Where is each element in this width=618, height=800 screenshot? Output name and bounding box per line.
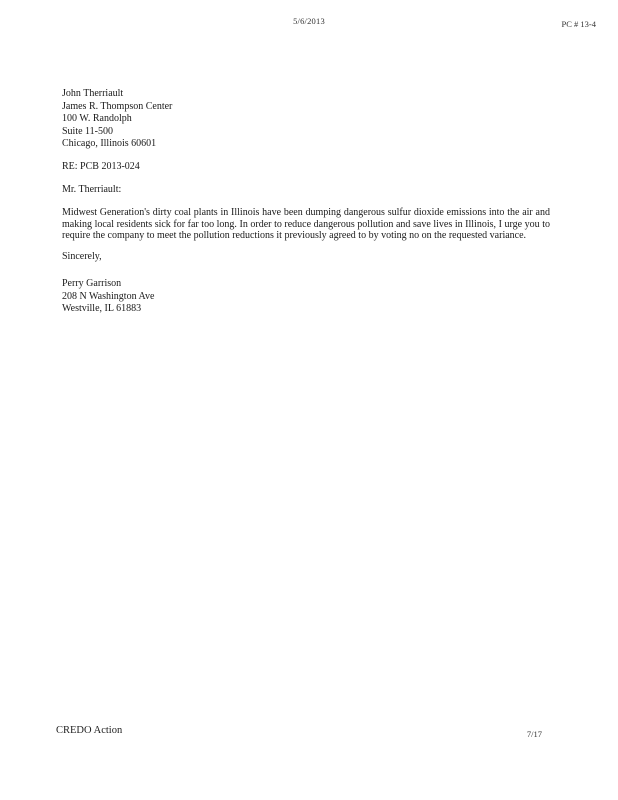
sender-line: Perry Garrison bbox=[62, 277, 122, 289]
header-pc-number: PC # 13-4 bbox=[561, 19, 596, 29]
recipient-line: Suite 11-500 bbox=[62, 125, 114, 137]
footer-page-number: 7/17 bbox=[526, 729, 542, 739]
salutation: Mr. Therriault: bbox=[62, 183, 122, 195]
re-line: RE: PCB 2013-024 bbox=[62, 160, 140, 172]
recipient-address bbox=[62, 88, 550, 151]
sender-line: Westville, IL 61883 bbox=[62, 303, 142, 315]
recipient-line: James R. Thompson Center bbox=[62, 100, 173, 112]
sender-address bbox=[62, 278, 550, 316]
body-paragraph: Midwest Generation's dirty coal plants in Illinois have been dumping dangerous sulfur dioxide emissions into the air and making local residents sick for far too long. In order to reduce dangerous pollution and save lives in Illinois, I urge you to require the company to meet the pollution reductions it previously agreed to by voting no on the requested variance. bbox=[62, 207, 550, 241]
header-date: 5/6/2013 bbox=[293, 16, 325, 26]
closing: Sincerely, bbox=[62, 251, 102, 263]
recipient-line: John Therriault bbox=[62, 88, 124, 99]
recipient-line: Chicago, Illinois 60601 bbox=[62, 138, 157, 150]
letter-body bbox=[62, 88, 550, 316]
recipient-line: 100 W. Randolph bbox=[62, 113, 132, 125]
footer-organization: CREDO Action bbox=[56, 725, 123, 736]
sender-line: 208 N Washington Ave bbox=[62, 290, 155, 302]
